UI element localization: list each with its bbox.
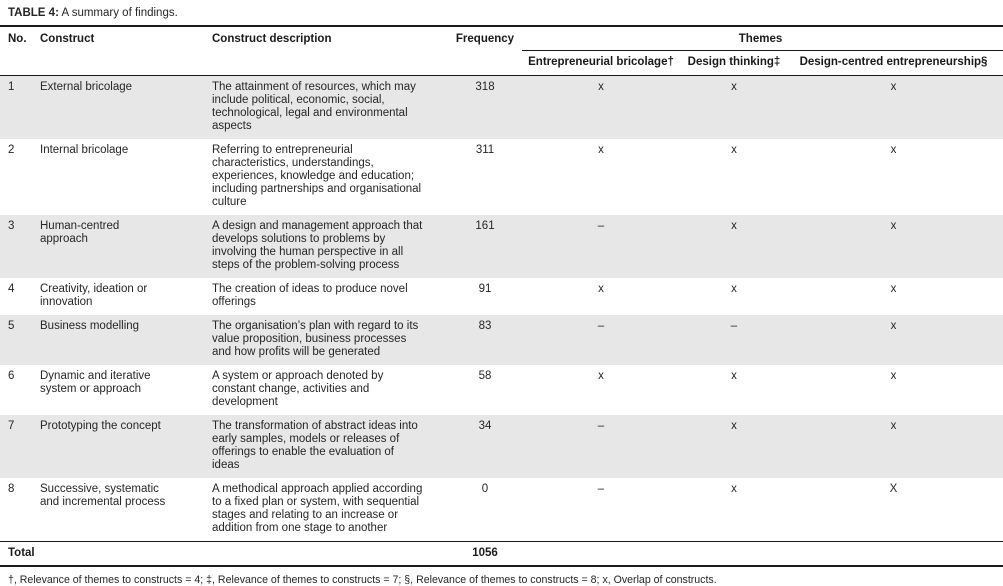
row-number-cell: 4 <box>8 282 15 295</box>
description-cell: A methodical approach applied according to a fixed plan or system, with sequential stages and relating to an increase or addition from one stage to another <box>212 482 423 534</box>
frequency-cell: 83 <box>478 319 492 332</box>
theme-mark-cell: x <box>731 219 737 232</box>
theme-mark-cell: X <box>889 482 898 495</box>
total-label: Total <box>8 546 35 559</box>
construct-cell: Business modelling <box>40 319 140 332</box>
table-row <box>0 215 1003 278</box>
table-row <box>0 478 1003 542</box>
theme-mark-cell: – <box>597 482 605 495</box>
row-number-cell: 8 <box>8 482 15 495</box>
row-number-cell: 2 <box>8 143 15 156</box>
row-number-cell: 6 <box>8 369 15 382</box>
table-row <box>0 139 1003 215</box>
findings-table <box>0 27 1003 567</box>
table-caption <box>0 0 1003 27</box>
theme-mark-cell: – <box>597 219 605 232</box>
column-header-frequency: Frequency <box>455 32 515 45</box>
theme-mark-cell: x <box>890 369 897 382</box>
construct-cell: Prototyping the concept <box>40 419 161 432</box>
theme-mark-cell: x <box>598 369 604 382</box>
table-caption-number: TABLE 4: <box>8 7 59 19</box>
frequency-cell: 91 <box>478 282 492 295</box>
column-header-description: Construct description <box>212 32 332 45</box>
description-cell: A design and management approach that develops solutions to problems by involving the human perspective in all steps of the problem-solving process <box>212 219 423 271</box>
frequency-cell: 34 <box>478 419 492 432</box>
theme-mark-cell: – <box>730 319 738 332</box>
table-row <box>0 415 1003 478</box>
description-cell: The transformation of abstract ideas into early samples, models or releases of offerings to enable the evaluation of ideas <box>212 419 418 471</box>
theme-mark-cell: x <box>731 143 737 156</box>
frequency-cell: 58 <box>478 369 492 382</box>
table-header <box>0 27 1003 76</box>
theme-mark-cell: x <box>890 419 897 432</box>
construct-cell: Internal bricolage <box>40 143 129 156</box>
theme-mark-cell: x <box>890 282 897 295</box>
total-empty-cell <box>788 541 1003 566</box>
total-empty-cell <box>522 541 684 566</box>
theme-mark-cell: – <box>597 319 605 332</box>
theme-mark-cell: x <box>890 80 897 93</box>
theme-mark-cell: – <box>597 419 605 432</box>
description-cell: A system or approach denoted by constant change, activities and development <box>212 369 384 408</box>
construct-cell: External bricolage <box>40 80 133 93</box>
column-header-construct: Construct <box>40 32 95 45</box>
table-row <box>0 315 1003 365</box>
frequency-cell: 311 <box>475 143 495 156</box>
table-row <box>0 278 1003 315</box>
theme-mark-cell: x <box>731 482 737 495</box>
description-cell: The attainment of resources, which may include political, economic, social, technological, legal and environmental aspects <box>212 80 416 132</box>
theme-mark-cell: x <box>890 143 897 156</box>
theme-mark-cell: x <box>731 369 737 382</box>
theme-mark-cell: x <box>731 80 737 93</box>
row-number-cell: 3 <box>8 219 15 232</box>
theme-mark-cell: x <box>598 143 604 156</box>
description-cell: Referring to entrepreneurial characteristics, understandings, experiences, knowledge and education; including partnerships and organisational culture <box>212 143 422 208</box>
table-row <box>0 365 1003 415</box>
column-header-design-centred-entrepreneurship: Design-centred entrepreneurship§ <box>799 55 988 68</box>
column-header-entrepreneurial-bricolage: Entrepreneurial bricolage† <box>528 55 674 68</box>
theme-mark-cell: x <box>598 282 604 295</box>
theme-mark-cell: x <box>890 319 897 332</box>
row-number-cell: 1 <box>8 80 15 93</box>
theme-mark-cell: x <box>731 419 737 432</box>
construct-cell: Successive, systematic and incremental process <box>40 482 166 508</box>
frequency-cell: 0 <box>481 482 489 495</box>
row-number-cell: 5 <box>8 319 15 332</box>
theme-mark-cell: x <box>598 80 604 93</box>
frequency-cell: 318 <box>475 80 495 93</box>
theme-mark-cell: x <box>731 282 737 295</box>
table-row <box>0 75 1003 139</box>
total-row <box>0 541 1003 566</box>
column-header-design-thinking: Design thinking‡ <box>687 55 781 68</box>
table-caption-text: A summary of findings. <box>58 7 178 19</box>
table-footnote: †, Relevance of themes to constructs = 4; ‡, Relevance of themes to constructs = 7; §, Relevance of themes to constructs = 8; x, Overlap of constructs. <box>8 573 717 586</box>
description-cell: The creation of ideas to produce novel offerings <box>212 282 408 308</box>
construct-cell: Dynamic and iterative system or approach <box>40 369 151 395</box>
description-cell: The organisation’s plan with regard to its value proposition, business processes and how profits will be generated <box>212 319 419 358</box>
column-header-no: No. <box>8 32 27 45</box>
row-number-cell: 7 <box>8 419 15 432</box>
construct-cell: Human-centred approach <box>40 219 120 245</box>
header-row-main <box>0 27 1003 51</box>
construct-cell: Creativity, ideation or innovation <box>40 282 148 308</box>
theme-mark-cell: x <box>890 219 897 232</box>
total-frequency: 1056 <box>472 546 498 559</box>
frequency-cell: 161 <box>475 219 495 232</box>
total-empty-cell <box>684 541 788 566</box>
column-group-themes: Themes <box>522 27 1003 51</box>
